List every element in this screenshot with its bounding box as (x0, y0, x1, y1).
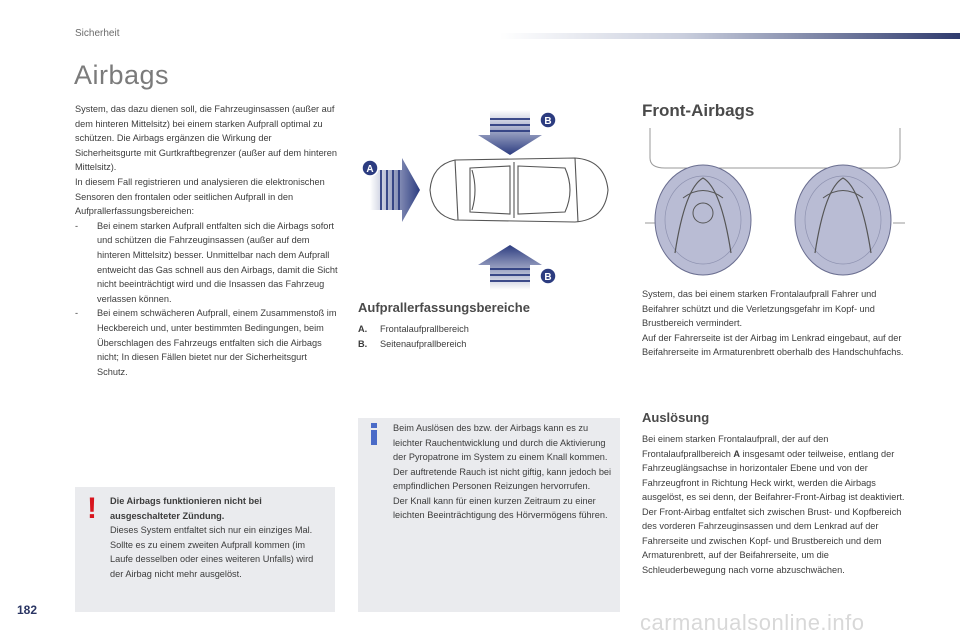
legend-key: A. (358, 324, 368, 334)
front-airbags-text (642, 287, 907, 360)
car-outline (430, 158, 608, 222)
ausloesung-text-part: Bei einem starken Frontalaufprall, der auf den Frontalaufprallbereich (642, 434, 829, 459)
intro-list-item: - Bei einem starken Aufprall entfalten sich die Airbags sofort und schützen die Fahrzeuginsassen (außer auf dem hinteren Mittelsitz) besser. Unmittelbar nach dem Aufprall entweicht das Gas schnell aus den Airbags, damit die Sicht nicht beeinträchtigt wird und die Insassen das Fahrzeug verlassen können. (75, 219, 340, 307)
header-bar (500, 33, 960, 39)
label-b: B (544, 116, 552, 127)
front-airbags-title: Front-Airbags (642, 101, 755, 120)
info-paragraph: Beim Auslösen des bzw. der Airbags kann es zu leichter Rauchentwicklung und durch die Aktivierung der Pyropatrone im System zu einem Knall kommen. (393, 423, 608, 462)
airbag-driver (655, 165, 751, 275)
label-a: A (366, 164, 374, 175)
ausloesung-text (642, 432, 907, 577)
zones-legend (358, 322, 469, 351)
ausloesung-title: Auslösung (642, 410, 710, 425)
ausloesung-text-part: insgesamt oder teilweise, entlang der Fahrzeuglängsachse in horizontaler Ebene und von der Fahrzeugfront in Richtung Heck wirkt, werden die Airbags ausgelöst, es sei denn, der Beifahrer-Front-Airbag ist deaktiviert. (642, 448, 905, 502)
intro-paragraph-2: In diesem Fall registrieren und analysieren die elektronischen Sensoren den frontalen oder seitlichen Aufprall in den Aufprallerfassungsbereichen: (75, 176, 325, 217)
impact-zones-figure (360, 110, 620, 290)
info-paragraph: Der Knall kann für einen kurzen Zeitraum zu einer leichten Beeinträchtigung des Hörvermögens führen. (393, 495, 608, 520)
label-b-marker-top (540, 112, 556, 128)
label-b-marker-bottom (540, 268, 556, 284)
legend-key: B. (358, 338, 368, 349)
arrow-bottom (478, 245, 542, 290)
legend-item-a (358, 322, 469, 337)
label-a-marker (362, 160, 378, 176)
arrow-top (478, 110, 542, 155)
legend-text: Frontalaufprallbereich (380, 324, 469, 334)
intro-list-item: - Bei einem schwächeren Aufprall, einem Zusammenstoß im Heckbereich und, unter bestimmten Bedingungen, beim Überschlagen des Fahrzeugs entfalten sich die Airbags nicht; In diesen Fällen bietet nur der Sicherheitsgurt Schutz. (75, 306, 340, 379)
intro-paragraph-1: System, das dazu dienen soll, die Fahrzeuginsassen (außer auf dem hinteren Mittelsitz) bei einem starken Aufprall optimal zu schützen. Die Airbags ergänzen die Wirkung der Sicherheitsgurte mit Gurtkraftbegrenzer (außer auf dem hinteren Mittelsitz). (75, 104, 337, 173)
page-number: 182 (17, 603, 38, 617)
watermark: carmanualsonline.info (640, 610, 865, 635)
legend-text: Seitenaufprallbereich (380, 338, 467, 349)
ausloesung-paragraph (642, 432, 907, 505)
front-airbags-figure (645, 128, 905, 276)
info-icon (366, 422, 382, 446)
ausloesung-paragraph: Der Front-Airbag entfaltet sich zwischen Brust- und Kopfbereich des vorderen Fahrzeuginsassen und dem Lenkrad auf der Fahrerseite und zwischen Kopf- und Brustbereich und dem Armaturenbrett, auf der Beifahrerseite, um die Schleuderbewegung nach vorne abzuschwächen. (642, 506, 902, 575)
front-airbags-paragraph: Auf der Fahrerseite ist der Airbag im Lenkrad eingebaut, auf der Beifahrerseite im Armaturenbrett oberhalb des Handschuhfachs. (642, 332, 904, 357)
warning-body: Dieses System entfaltet sich nur ein einziges Mal. Sollte es zu einem zweiten Aufprall kommen (im Laufe desselben oder eines weiteren Unfalls) wird der Airbag nicht mehr ausgelöst. (110, 525, 314, 579)
info-paragraph: Der auftretende Rauch ist nicht giftig, kann jedoch bei empfindlichen Personen Reizungen hervorrufen. (393, 466, 612, 491)
intro-list (75, 219, 340, 380)
page-title: Airbags (74, 60, 170, 90)
exclamation-icon: ! (87, 492, 97, 525)
intro-text (75, 102, 340, 379)
airbag-passenger (795, 165, 891, 275)
warning-text (110, 494, 328, 581)
zones-title: Aufprallerfassungsbereiche (358, 300, 530, 315)
label-b: B (544, 272, 552, 283)
ausloesung-text-bold: A (733, 448, 741, 459)
warning-title: Die Airbags funktionieren nicht bei ausgeschalteter Zündung. (110, 496, 262, 521)
legend-item-b (358, 337, 469, 352)
info-text (393, 421, 615, 523)
front-airbags-paragraph: System, das bei einem starken Frontalaufprall Fahrer und Beifahrer schützt und die Verletzungsgefahr im Kopf- und Brustbereich vermindert. (642, 289, 877, 328)
section-label: Sicherheit (75, 28, 120, 39)
